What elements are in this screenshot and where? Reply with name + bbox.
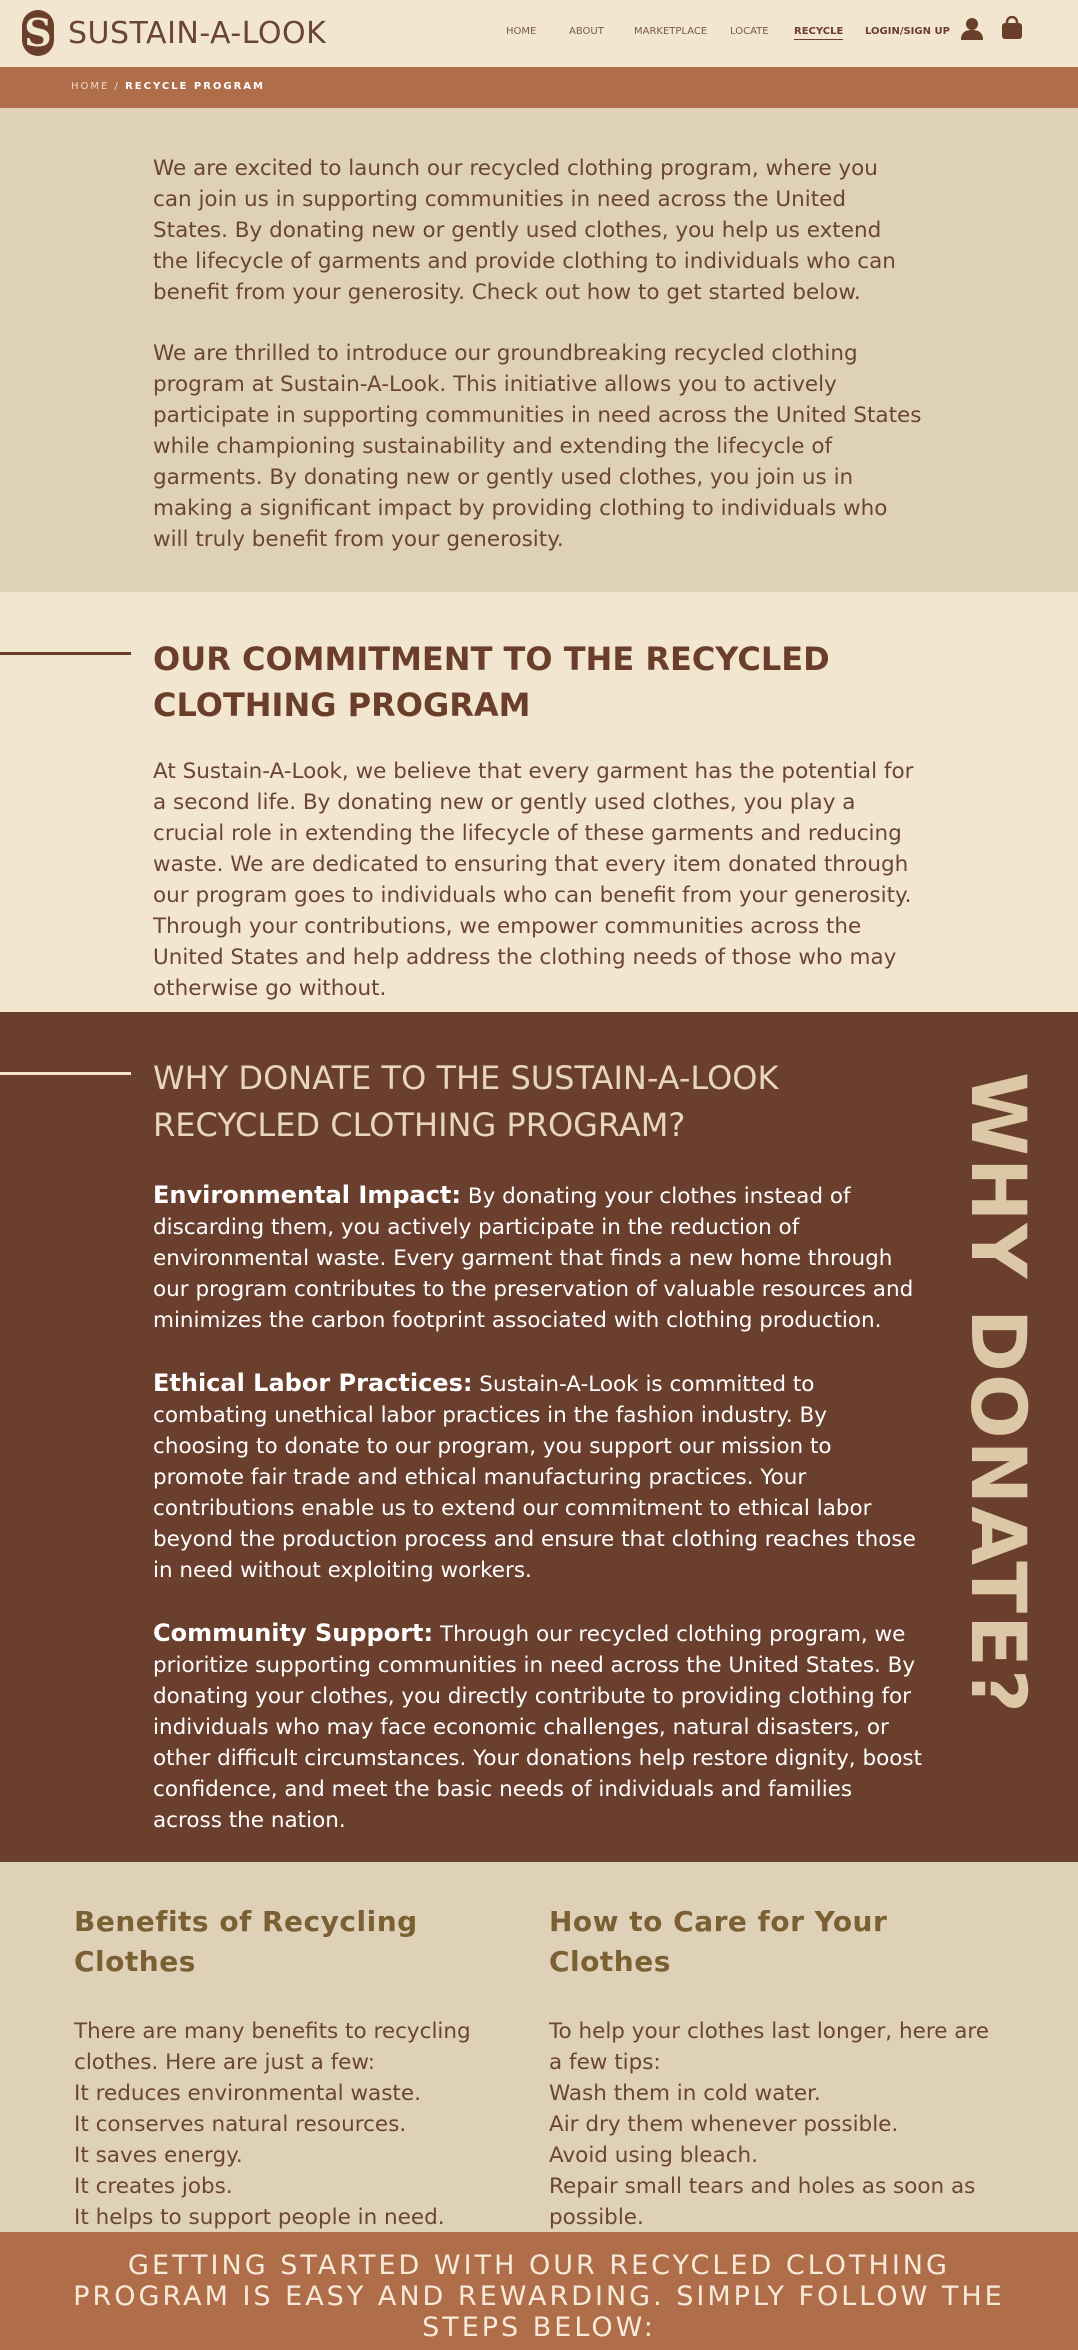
reason-text: By donating your clothes instead of discarding them, you actively participate in the reduction of environmental waste. Every garment that finds a new home through our program contributes to the preservation of valuable resources and minimizes the carbon footprint associated with clothing production. [153,1184,914,1333]
care-title: How to Care for Your Clothes [549,1905,888,1978]
section-divider [0,1072,131,1075]
intro-text [153,153,923,585]
user-icon[interactable] [961,17,983,41]
reason-text: Sustain-A-Look is committed to combating unethical labor practices in the fashion industry. By choosing to donate to our program, you support our mission to promote fair trade and ethical manufacturing practices. Your contributions enable us to extend our commitment to ethical labor beyond the production process and ensure that clothing reaches those in need without exploiting workers. [153,1372,916,1583]
benefits-title: Benefits of Recycling Clothes [74,1905,418,1978]
list-item: It helps to support people in need. [74,2205,445,2230]
nav-home[interactable]: HOME [506,26,537,37]
why-donate-section [0,1012,1078,1862]
reason-environmental [153,1180,923,1336]
list-item: Wash them in cold water. [549,2081,821,2106]
commitment-section [0,592,1078,1012]
list-item: Repair small tears and holes as soon as possible. [549,2174,976,2230]
nav-recycle[interactable]: RECYCLE [794,26,843,40]
list-item: Air dry them whenever possible. [549,2112,899,2137]
care-lead: To help your clothes last longer, here are a few tips: [549,2019,990,2075]
commitment-body: At Sustain-A-Look, we believe that every garment has the potential for a second life. By donating new or gently used clothes, you play a crucial role in extending the lifecycle of these garments and reducing waste. We are dedicated to ensuring that every item donated through our program goes to individuals who can benefit from your generosity. Through your contributions, we empower communities across the United States and help address the clothing needs of those who may otherwise go without. [153,759,914,1001]
reason-heading: Ethical Labor Practices: [153,1369,473,1397]
list-item: It saves energy. [74,2143,243,2168]
list-item: It reduces environmental waste. [74,2081,421,2106]
site-header [0,0,1078,67]
reason-community [153,1618,923,1836]
breadcrumb-home[interactable]: HOME [71,81,110,92]
reason-heading: Community Support: [153,1619,434,1647]
why-donate-title: WHY DONATE TO THE SUSTAIN-A-LOOK RECYCLED CLOTHING PROGRAM? [153,1059,779,1144]
why-donate-reasons [153,1180,923,1868]
info-columns [0,1862,1078,2232]
reason-text: Through our recycled clothing program, we prioritize supporting communities in need across the United States. By donating your clothes, you directly contribute to providing clothing for individuals who may face economic challenges, natural disasters, or other difficult circumstances. Your donations help restore dignity, boost confidence, and meet the basic needs of individuals and families across the nation. [153,1622,923,1833]
breadcrumb-current: RECYCLE PROGRAM [125,81,266,92]
breadcrumb [71,81,265,92]
section-divider [0,652,131,655]
benefits-lead: There are many benefits to recycling clothes. Here are just a few: [74,2019,471,2075]
brand-name: SUSTAIN-A-LOOK [68,15,327,51]
nav-marketplace[interactable]: MARKETPLACE [634,26,708,37]
getting-started-title: GETTING STARTED WITH OUR RECYCLED CLOTHING PROGRAM IS EASY AND REWARDING. SIMPLY FOLLOW THE STEPS BELOW: [73,2250,1005,2343]
care-column [549,1902,1009,2233]
nav-about[interactable]: ABOUT [569,26,604,37]
benefits-list [74,2078,534,2233]
list-item: Avoid using bleach. [549,2143,758,2168]
intro-paragraph: We are excited to launch our recycled clothing program, where you can join us in supporting communities in need across the United States. By donating new or gently used clothes, you help us extend the lifecycle of garments and provide clothing to individuals who can benefit from your generosity. Check out how to get started below. [153,156,896,305]
shopping-bag-icon[interactable] [1001,16,1023,40]
getting-started-section [0,2232,1078,2350]
reason-ethical-labor [153,1368,923,1586]
commitment-title: OUR COMMITMENT TO THE RECYCLED CLOTHING PROGRAM [153,640,830,724]
intro-section [0,108,1078,592]
intro-paragraph: We are thrilled to introduce our groundbreaking recycled clothing program at Sustain-A-Look. This initiative allows you to actively participate in supporting communities in need across the United States while championing sustainability and extending the lifecycle of garments. By donating new or gently used clothes, you join us in making a significant impact by providing clothing to individuals who will truly benefit from your generosity. [153,341,922,552]
breadcrumb-separator: / [114,81,120,92]
why-donate-vertical-label [954,1072,1043,1715]
care-list [549,2078,1009,2233]
brand-logo[interactable] [22,10,326,56]
nav-login[interactable]: LOGIN/SIGN UP [865,26,950,37]
why-donate-vertical-text: WHY DONATE? [954,1072,1043,1715]
logo-mark: S [22,10,54,56]
list-item: It conserves natural resources. [74,2112,407,2137]
benefits-column [74,1902,534,2233]
list-item: It creates jobs. [74,2174,233,2199]
nav-locate[interactable]: LOCATE [730,26,769,37]
breadcrumb-bar [0,67,1078,108]
reason-heading: Environmental Impact: [153,1181,461,1209]
